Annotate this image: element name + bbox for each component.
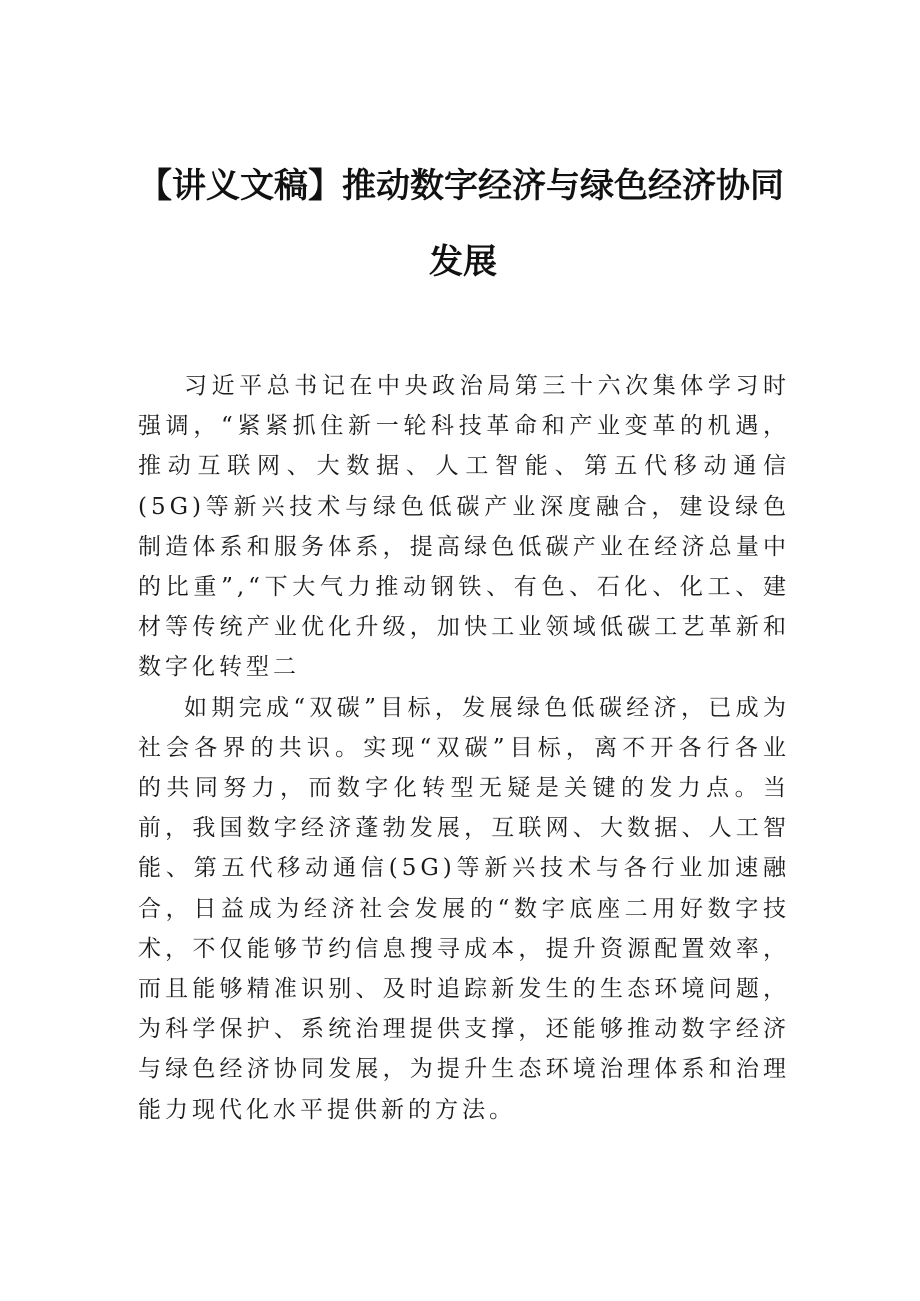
title-line-2: 发展 <box>429 242 497 282</box>
paragraph-1: 习近平总书记在中央政治局第三十六次集体学习时强调，“紧紧抓住新一轮科技革命和产业变革的机遇，推动互联网、大数据、人工智能、第五代移动通信(5G)等新兴技术与绿色低碳产业深度融合，建设绿色制造体系和服务体系，提高绿色低碳产业在经济总量中的比重”,“下大气力推动钢铁、有色、石化、化工、建材等传统产业优化升级，加快工业领域低碳工艺革新和数字化转型二 <box>138 373 790 681</box>
paragraph-2: 如期完成“双碳”目标，发展绿色低碳经济，已成为社会各界的共识。实现“双碳”目标，离不开各行各业的共同努力，而数字化转型无疑是关键的发力点。当前，我国数字经济蓬勃发展，互联网、大数据、人工智能、第五代移动通信(5G)等新兴技术与各行业加速融合，日益成为经济社会发展的“数字底座二用好数字技术，不仅能够节约信息搜寻成本，提升资源配置效率，而且能够精准识别、及时追踪新发生的生态环境问题，为科学保护、系统治理提供支撑，还能够推动数字经济与绿色经济协同发展，为提升生态环境治理体系和治理能力现代化水平提供新的方法。 <box>138 694 790 1123</box>
body-text <box>138 366 790 1130</box>
title-line-1: 【讲义文稿】推动数字经济与绿色经济协同 <box>138 166 784 206</box>
